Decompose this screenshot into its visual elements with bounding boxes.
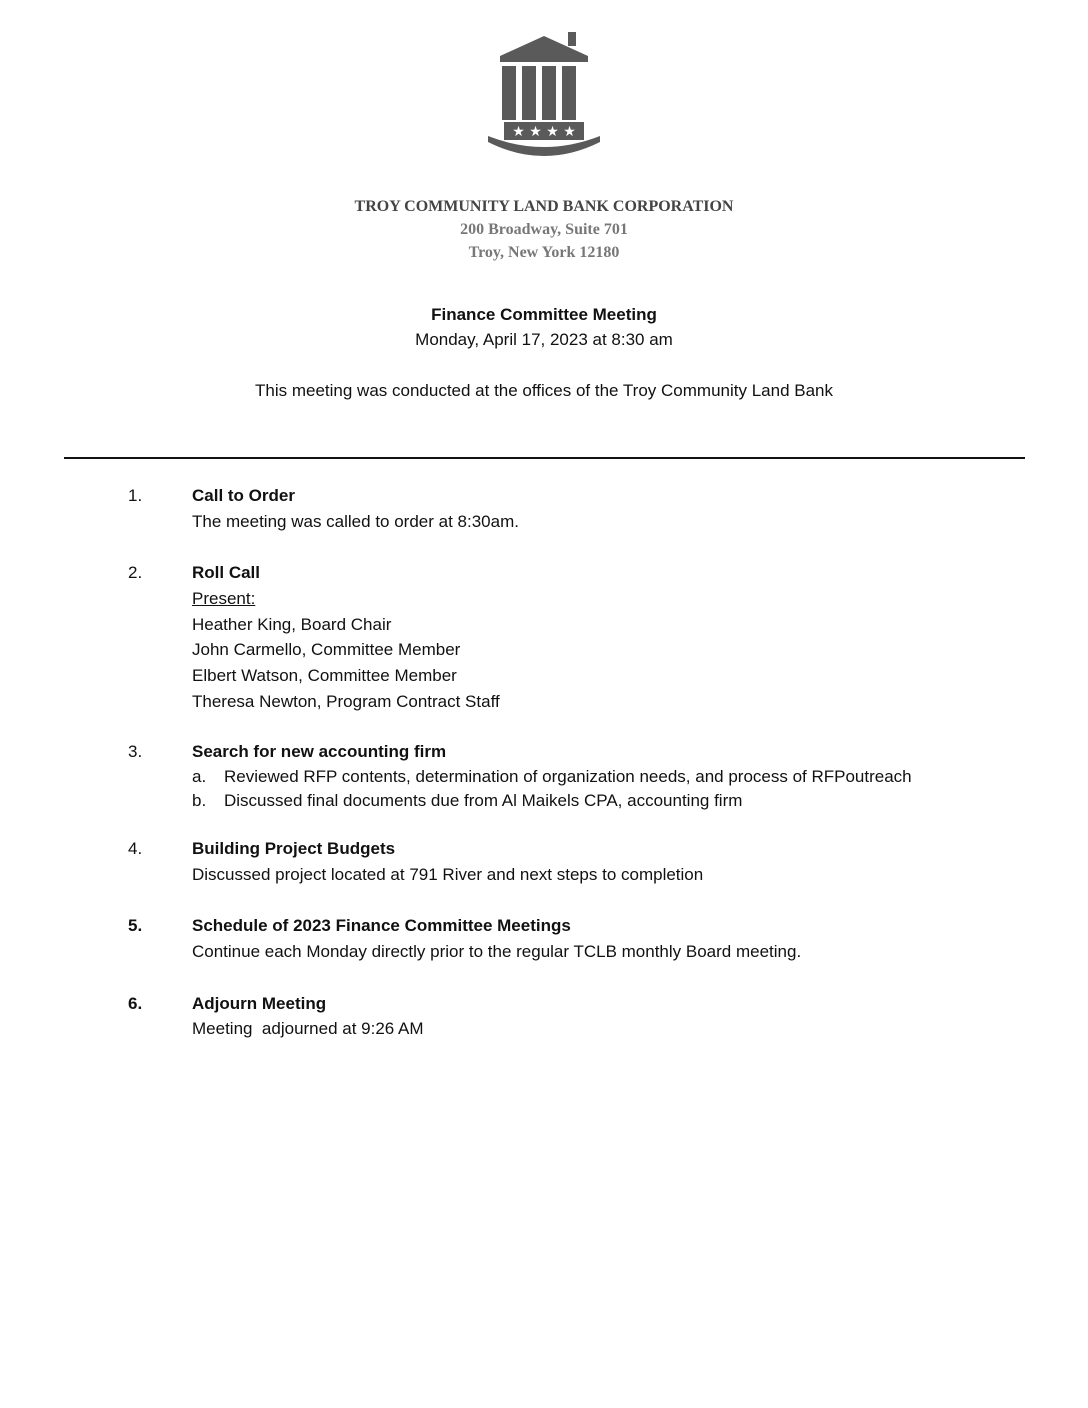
item-number: 5. — [128, 916, 143, 935]
item-text: Continue each Monday directly prior to the regular TCLB monthly Board meeting. — [192, 942, 802, 961]
organization-name: TROY COMMUNITY LAND BANK CORPORATION — [354, 198, 734, 215]
meeting-title: Finance Committee Meeting — [431, 305, 657, 324]
attendee: Elbert Watson, Committee Member — [192, 666, 457, 685]
attendee: Heather King, Board Chair — [192, 615, 392, 634]
organization-address-line1: 200 Broadway, Suite 701 — [460, 221, 628, 238]
present-label: Present: — [192, 589, 256, 608]
svg-text:★ ★ ★ ★: ★ ★ ★ ★ — [512, 124, 576, 140]
item-number: 3. — [128, 742, 143, 761]
item-heading: Schedule of 2023 Finance Committee Meetings — [192, 916, 571, 935]
item-number: 4. — [128, 839, 143, 858]
item-heading: Adjourn Meeting — [192, 994, 327, 1013]
item-text: Discussed project located at 791 River and next steps to completion — [192, 865, 704, 884]
item-heading: Roll Call — [192, 563, 261, 582]
item-number: 1. — [128, 486, 143, 505]
organization-address-line2: Troy, New York 12180 — [468, 244, 620, 261]
land-bank-building-logo-icon — [484, 30, 604, 166]
item-text: Meeting adjourned at 9:26 AM — [192, 1019, 424, 1038]
header-divider — [64, 457, 1025, 459]
item-heading: Search for new accounting firm — [192, 742, 447, 761]
subitem-text: Reviewed RFP contents, determination of organization needs, and process of RFPoutreach — [224, 767, 912, 786]
item-text: The meeting was called to order at 8:30am. — [192, 512, 519, 531]
item-number: 2. — [128, 563, 143, 582]
subitem-letter: b. — [192, 791, 207, 810]
subitem-text: Discussed final documents due from Al Maikels CPA, accounting firm — [224, 791, 743, 810]
attendee: John Carmello, Committee Member — [192, 640, 461, 659]
item-number: 6. — [128, 994, 143, 1013]
meeting-datetime: Monday, April 17, 2023 at 8:30 am — [415, 330, 673, 349]
item-heading: Call to Order — [192, 486, 295, 505]
subitem-letter: a. — [192, 767, 207, 786]
item-heading: Building Project Budgets — [192, 839, 396, 858]
meeting-location-note: This meeting was conducted at the offices of the Troy Community Land Bank — [255, 381, 833, 400]
attendee: Theresa Newton, Program Contract Staff — [192, 692, 500, 711]
